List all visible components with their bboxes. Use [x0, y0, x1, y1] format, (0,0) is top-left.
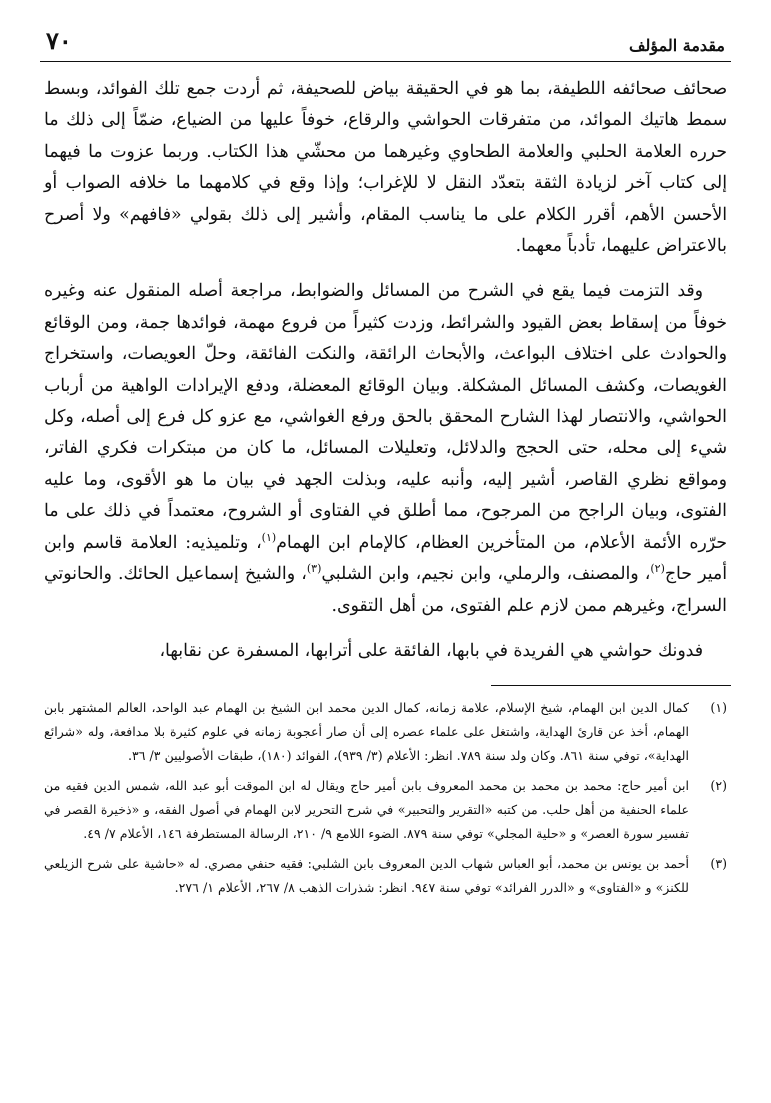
footnote-ref-1[interactable]: (١) — [261, 530, 277, 544]
footnote-separator — [491, 685, 731, 686]
paragraph-1: صحائف صحائفه اللطيفة، بما هو في الحقيقة بياض للصحيفة، ثم أردت جمع تلك الفوائد، وبسط سمط هاتيك الموائد، من متفرقات الحواشي والرقاع، خوفاً عليها من الضياع، ضمّاً إلى ذلك ما حرره العلامة الحلبي والعلامة الطحاوي وغيرهما من محشّي هذا الكتاب. وربما عزوت ما فيهما إلى كتاب آخر لزيادة الثقة بتعدّد النقل لا للإغراب؛ وإذا وقع في كلامهما ما خلافه الصواب أو الأحسن الأهم، أقرر الكلام على ما يناسب المقام، وأشير إلى ذلك بقولي «فافهم» ولا أصرح بالاعتراض عليهما، تأدباً معهما. — [44, 79, 727, 257]
footnote-ref-2[interactable]: (٢) — [650, 562, 665, 576]
paragraph-2-text: وقد التزمت فيما يقع في الشرح من المسائل والضوابط، مراجعة أصله المنقول عنه وغيره خوفاً من إسقاط بعض القيود والشرائط، وزدت كثيراً من فروع مهمة، فوائدها جمة، ومن الوقائع والحوادث على اختلاف البواعث، والأبحاث الرائقة، والنكت الفائقة، وحلّ العويصات، واستخراج الغويصات، وكشف المسائل المشكلة. وبيان الوقائع المعضلة، ودفع الإيرادات الواهية من أرباب الحواشي، والانتصار لهذا الشارح المحقق بالحق ورفع الغواشي، مع عزو كل فرع إلى أصله، وكل شيء إلى محله، حتى الحجج والدلائل، وتعليلات المسائل، ما كان من مبتكرات فكري الفاتر، ومواقع نظري القاصر، أشير إليه، وأنبه عليه، وبذلت الجهد في بيان ما هو الأقوى، وما عليه الفتوى، وبيان الراجح من المرجوح، مما أطلق في الفتاوى أو الشروح، معتمداً في ذلك على ما حرّره الأئمة الأعلام، من المتأخرين العظام، — [44, 281, 727, 553]
footnote-text: كمال الدين ابن الهمام، شيخ الإسلام، علامة زمانه، كمال الدين محمد ابن الشيخ بن الهمام عبد الواحد، العالم المشتهر بابن الهمام، أخذ عن قارئ الهداية، واشتغل على علماء عصره إلى أن صار أعجوبة زمانه في علوم كثيرة بلا مدافعة، وله «شرائع الهداية»، توفي سنة ٨٦١. وكان ولد سنة ٧٨٩. انظر: الأعلام (٣/ ٩٣٩)، الفوائد (١٨٠)، طبقات الأصوليين ٣/ ٣٦. — [44, 700, 689, 764]
paragraph-2 — [40, 276, 731, 621]
page-number: ٧٠ — [46, 26, 72, 55]
footnote-text: ابن أمير حاج: محمد بن محمد بن محمد المعروف بابن أمير حاج ويقال له ابن الموقت أبو عبد الله، شمس الدين فقيه من علماء الحنفية من أهل حلب. من كتبه «التقرير والتحبير» في شرح التحرير لابن الهمام في أصول الفقه، و «ذخيرة القصر في تفسير سورة العصر» و «حلية المجلي» توفي سنة ٨٧٩. الضوء اللامع ٩/ ٢١٠، الرسالة المستطرفة ١٤٦، الأعلام ٧/ ٤٩. — [44, 778, 689, 842]
footnote-1 — [44, 696, 727, 768]
paragraph-2-tail-4: ، والشيخ إسماعيل الحائك. والحانوتي السراج، وغيرهم ممن لازم علم الفتوى، من أهل التقوى. — [44, 564, 727, 616]
footnote-number: (٢) — [710, 778, 727, 794]
footnote-number: (١) — [710, 700, 727, 716]
page-header — [40, 18, 731, 62]
paragraph-2-tail-2: ، وتلميذيه: العلامة قاسم وابن أمير حاج — [44, 532, 727, 585]
footnote-ref-3[interactable]: (٣) — [306, 562, 322, 576]
footnote-3 — [44, 852, 727, 900]
paragraph-3: فدونك حواشي هي الفريدة في بابها، الفائقة على أترابها، المسفرة عن نقابها، — [159, 640, 703, 661]
footnote-2 — [44, 774, 727, 846]
body-text — [40, 74, 731, 667]
paragraph-2-tail-3: ، والمصنف، والرملي، وابن نجيم، وابن الشلبي — [321, 564, 651, 585]
paragraph-2-tail-1: كالإمام ابن الهمام — [276, 532, 415, 553]
footnote-number: (٣) — [710, 856, 727, 872]
chapter-title: مقدمة المؤلف — [628, 36, 725, 55]
document-page — [40, 18, 731, 1103]
footnotes — [40, 696, 731, 900]
footnote-text: أحمد بن يونس بن محمد، أبو العباس شهاب الدين المعروف بابن الشلبي: فقيه حنفي مصري. له «حاشية على شرح الزيلعي للكنز» و «الفتاوى» و «الدرر الفرائد» توفي سنة ٩٤٧. انظر: شذرات الذهب ٨/ ٢٦٧، الأعلام ١/ ٢٧٦. — [44, 856, 689, 896]
